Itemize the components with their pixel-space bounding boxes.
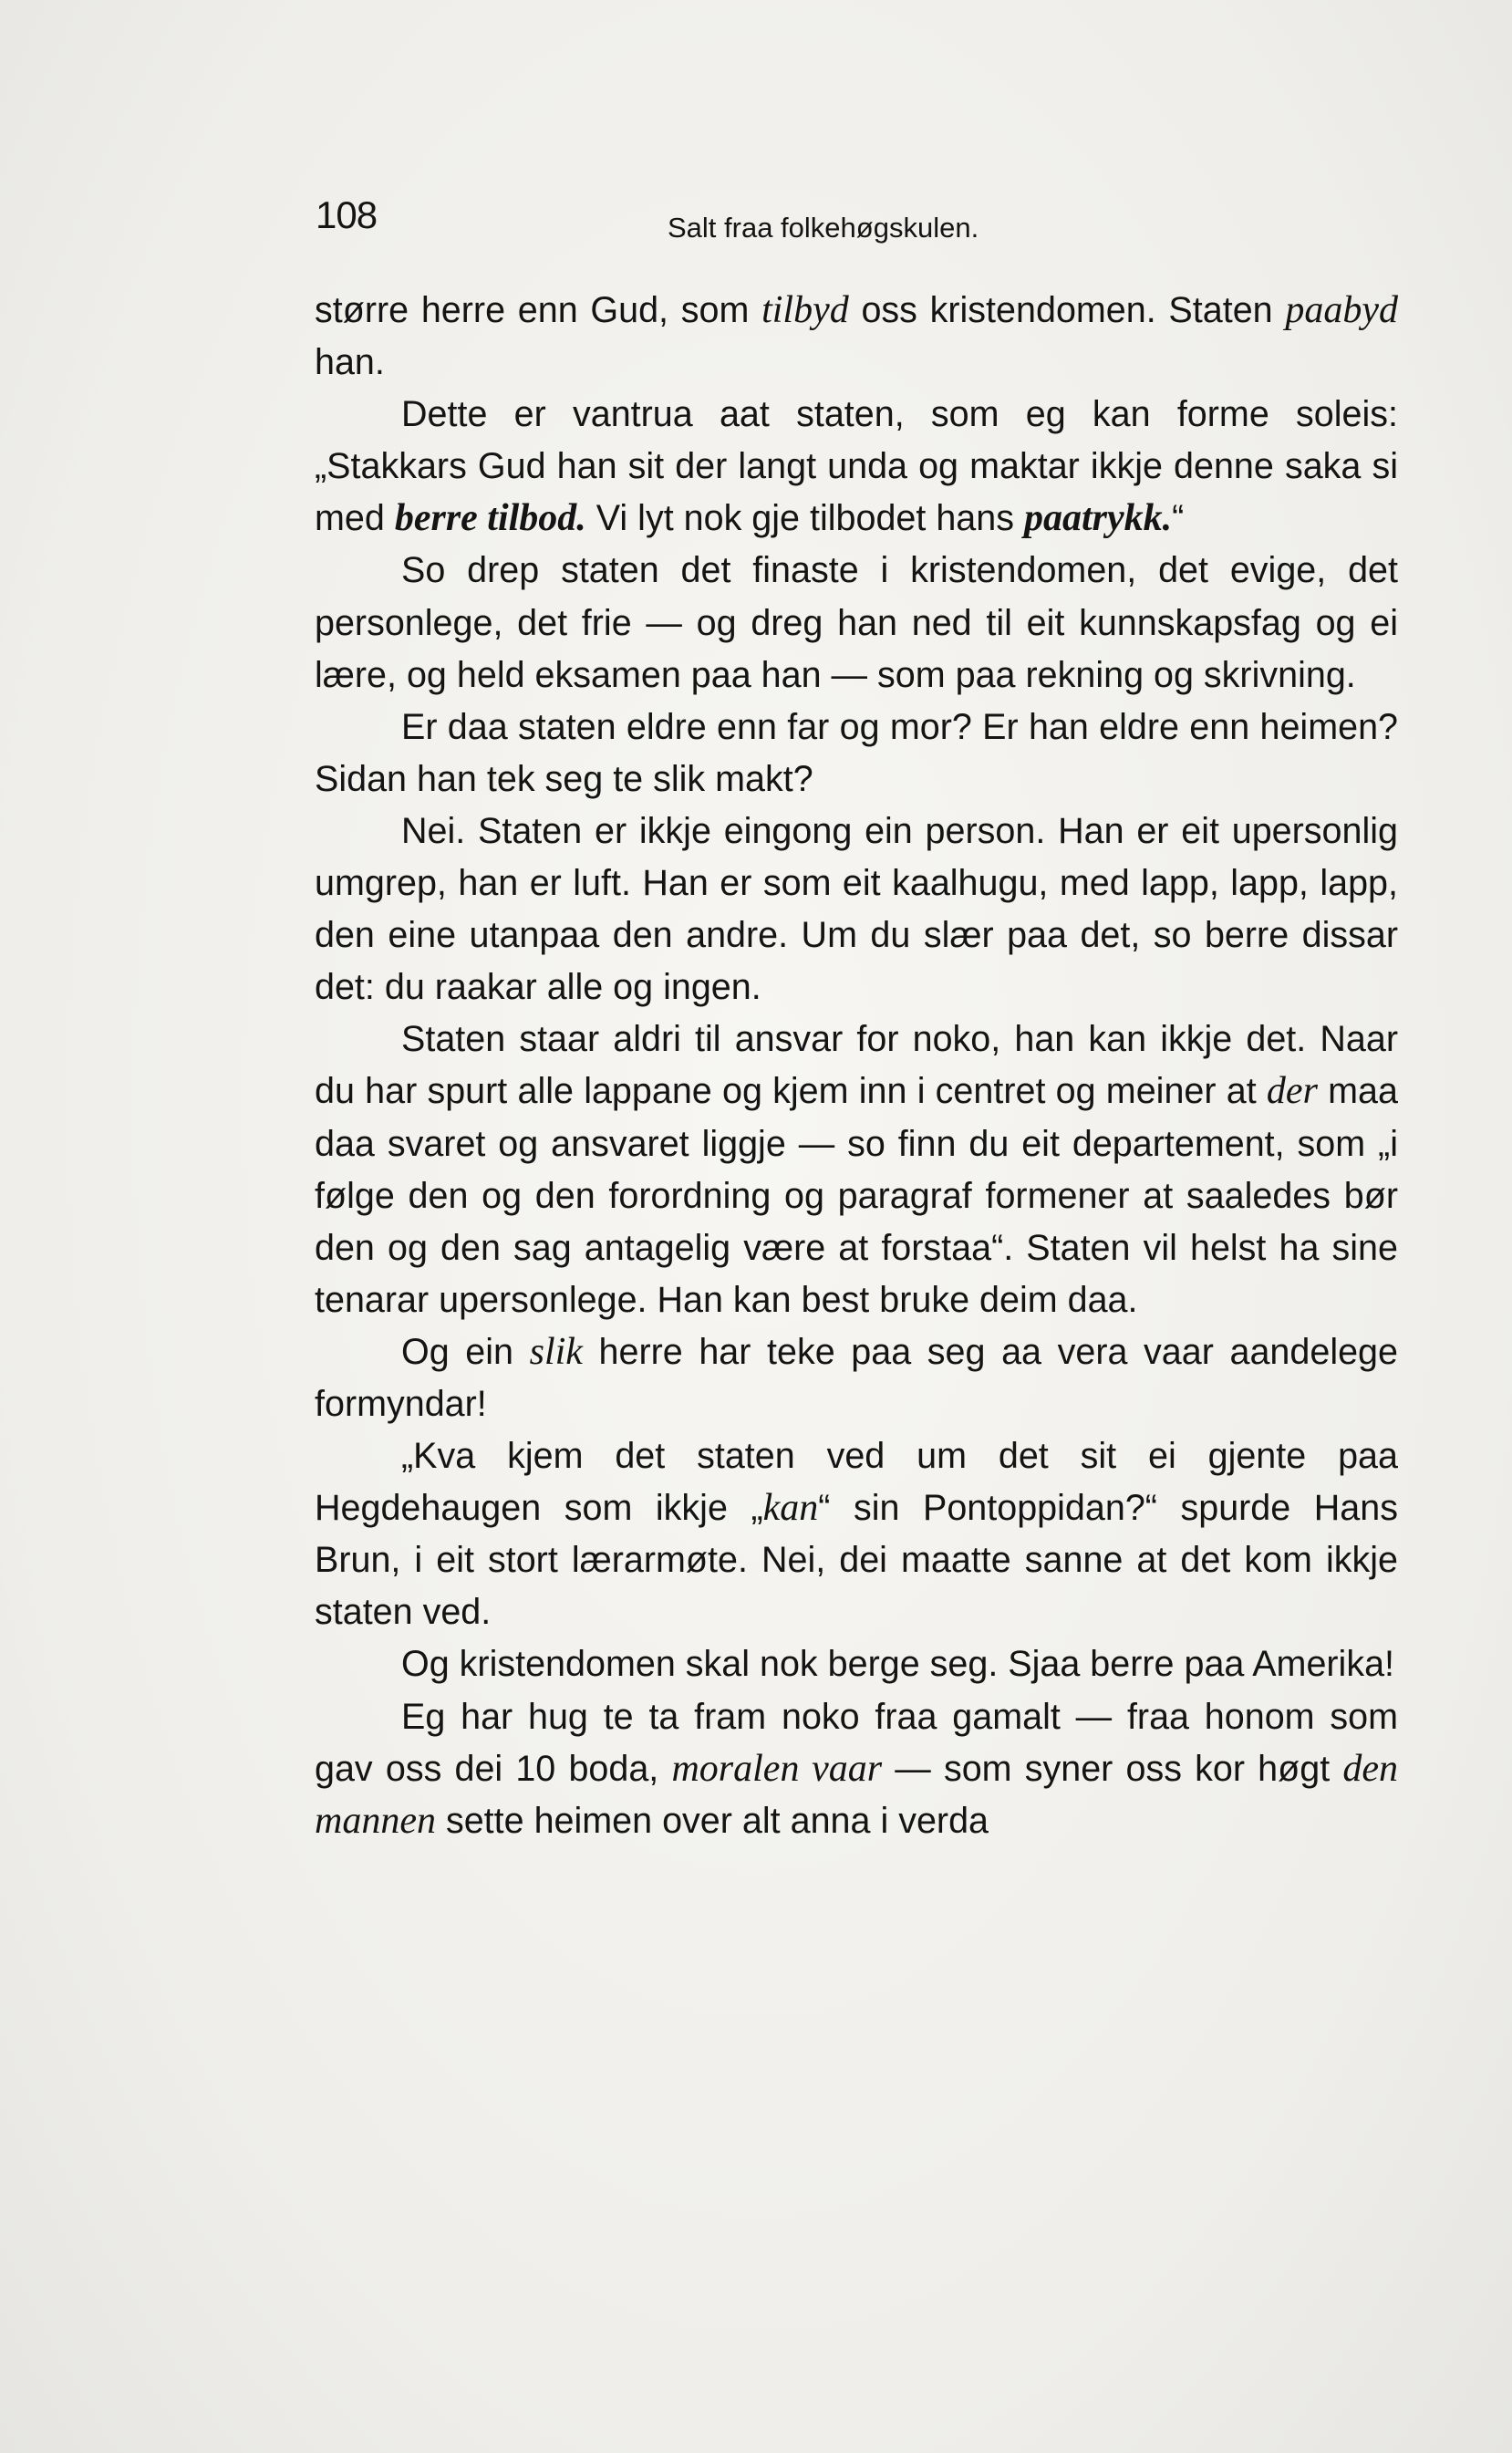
text-run: So drep staten det finaste i kristendomen, det evige, det personlege, det frie — og dreg han ned til eit kunnskapsfag og ei lære, og held eksamen paa han — som paa rekning og skrivning. <box>315 550 1398 695</box>
text-run: Eg har hug te ta fram noko fraa gamalt — fraa honom som gav oss dei 10 boda, <box>315 1696 1398 1789</box>
text-run: Og kristendomen skal nok berge seg. Sjaa berre paa Amerika! <box>401 1644 1395 1685</box>
text-run: sette heimen over alt anna i verda <box>435 1800 989 1841</box>
text-run: „Kva kjem det staten ved um det sit ei gjente paa Hegdehaugen som ikkje „ <box>315 1436 1398 1529</box>
emphasized-text: den mannen <box>315 1747 1398 1842</box>
paragraph <box>315 545 1398 701</box>
text-run: Er daa staten eldre enn far og mor? Er han eldre enn heimen? Sidan han tek seg te slik makt? <box>315 706 1398 799</box>
paragraph <box>315 1013 1398 1326</box>
text-run: Nei. Staten er ikkje eingong ein person. Han er eit upersonlig umgrep, han er luft. Han er som eit kaalhugu, med lapp, lapp, lapp, den eine utanpaa den andre. Um du slær paa det, so berre dissar det: du raakar alle og ingen. <box>315 810 1398 1008</box>
text-run: Staten staar aldri til ansvar for noko, han kan ikkje det. Naar du har spurt alle lappane og kjem inn i centret og meiner at <box>315 1019 1398 1112</box>
emphasized-text: slik <box>529 1330 583 1373</box>
emphasized-text: tilbyd <box>761 289 849 331</box>
paragraph <box>315 702 1398 806</box>
paragraph <box>315 1430 1398 1638</box>
body-text <box>315 285 1398 1847</box>
emphasized-text: kan <box>762 1487 819 1530</box>
text-run: maa daa svaret og ansvaret liggje — so finn du eit departement, som „i følge den og den forordning og paragraf formener at saaledes bør den og den sag antagelig være at forstaa“. Staten vil helst ha sine tenarar upersonlege. Han kan best bruke deim daa. <box>315 1071 1398 1320</box>
emphasized-text: paabyd <box>1285 289 1399 331</box>
emphasized-text: paatrykk. <box>1023 497 1173 540</box>
emphasized-text: berre tilbod. <box>394 497 586 540</box>
text-run: Og ein <box>401 1331 530 1372</box>
text-run: han. <box>315 342 385 383</box>
emphasized-text: der <box>1266 1070 1318 1113</box>
running-title: Salt fraa folkehøgskulen. <box>668 212 979 244</box>
paragraph <box>315 806 1398 1013</box>
text-run: herre har teke paa seg aa vera vaar aandelege formyndar! <box>315 1331 1398 1424</box>
text-run: Vi lyt nok gje tilbodet hans <box>585 498 1024 539</box>
page-number: 108 <box>316 193 378 236</box>
emphasized-text: moralen vaar <box>671 1747 883 1790</box>
paragraph <box>315 1326 1398 1430</box>
paragraph <box>315 1691 1398 1847</box>
paragraph <box>315 389 1398 545</box>
page-header <box>310 193 1404 248</box>
text-run: større herre enn Gud, som <box>315 290 762 330</box>
text-run: “ <box>1172 498 1185 539</box>
text-run: — som syner oss kor høgt <box>882 1748 1343 1789</box>
paragraph <box>315 1638 1398 1690</box>
text-run: Dette er vantrua aat staten, som eg kan forme soleis: „Stakkars Gud han sit der langt unda og maktar ikkje denne saka si med <box>315 394 1398 539</box>
paragraph <box>315 285 1398 389</box>
text-run: “ sin Pontoppidan?“ spurde Hans Brun, i eit stort lærarmøte. Nei, dei maatte sanne at det kom ikkje staten ved. <box>315 1488 1398 1633</box>
text-run: oss kristendomen. Staten <box>848 290 1286 330</box>
